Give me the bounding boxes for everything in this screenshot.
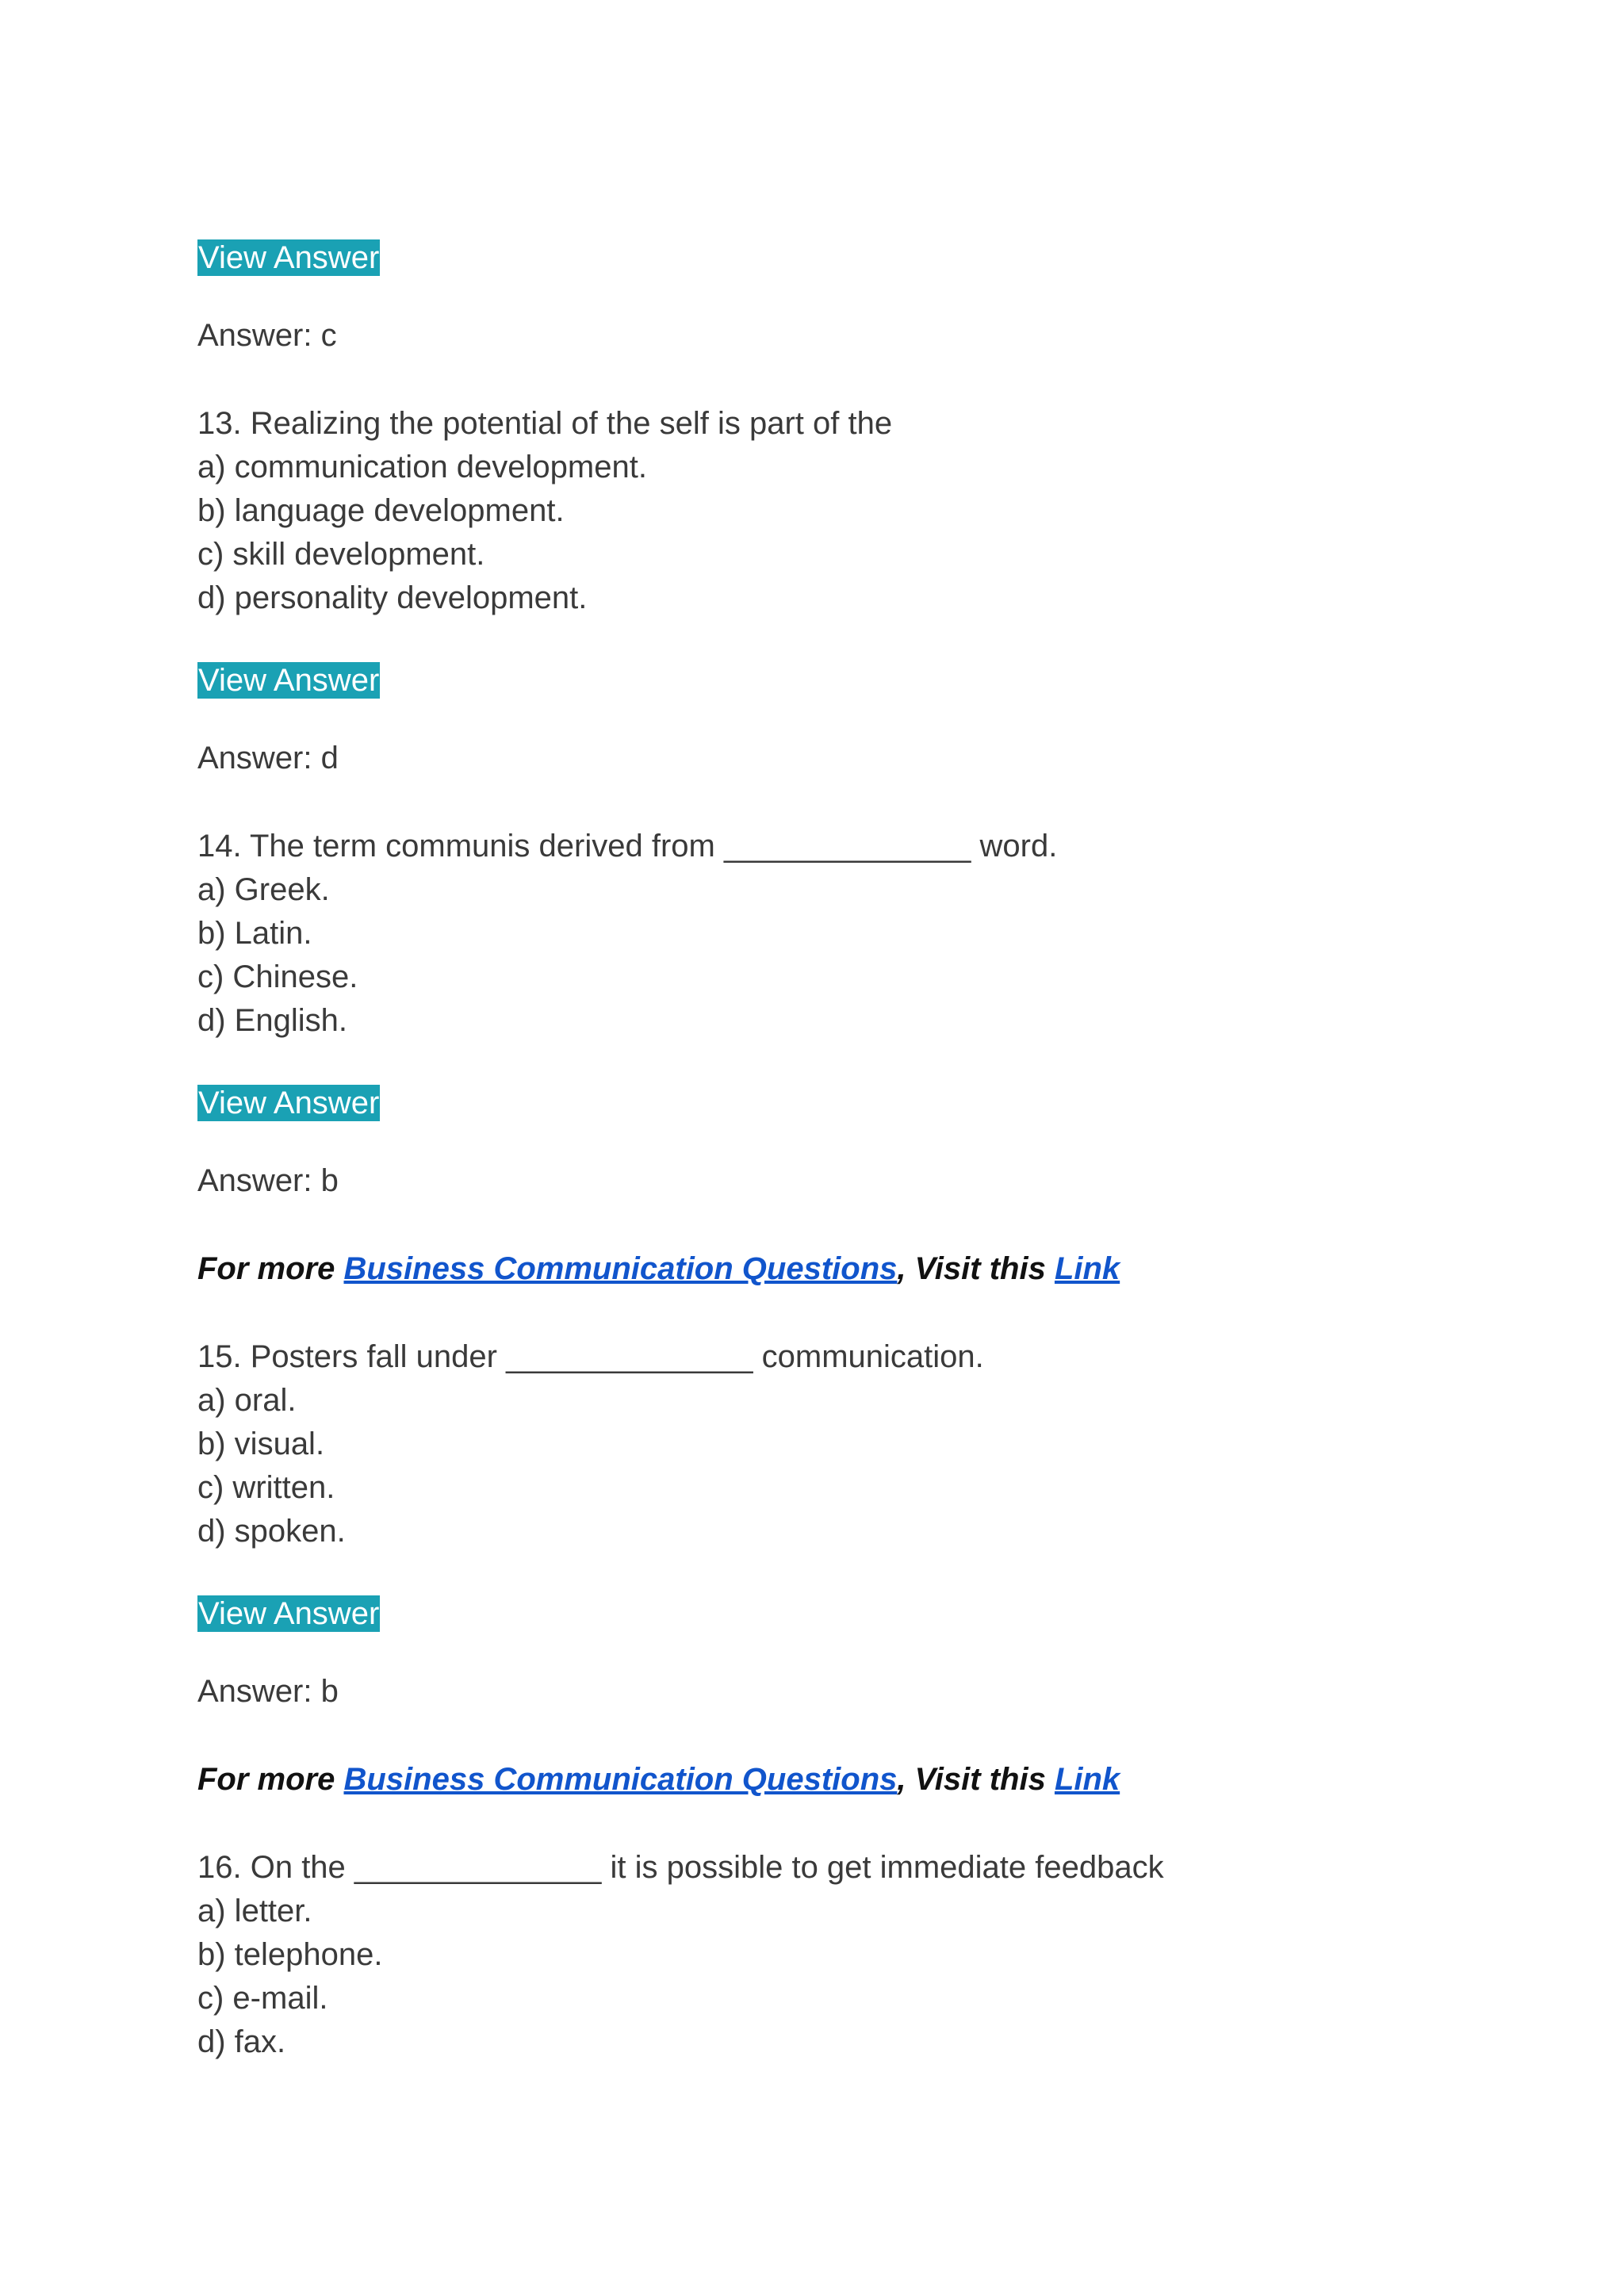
- view-answer-block: [197, 239, 380, 276]
- answer-text: Answer: b: [197, 1163, 339, 1198]
- question-13: [197, 402, 892, 620]
- answer-text: Answer: b: [197, 1674, 339, 1709]
- option-d: d) fax.: [197, 2024, 286, 2059]
- more-questions-promo: [197, 1758, 1120, 1802]
- business-communication-link[interactable]: Business Communication Questions: [343, 1762, 898, 1797]
- promo-prefix: For more: [197, 1762, 344, 1797]
- question-16: [197, 1846, 1164, 2064]
- promo-middle: , Visit this: [897, 1251, 1055, 1286]
- option-c: c) skill development.: [197, 537, 485, 572]
- option-b: b) Latin.: [197, 916, 312, 951]
- answer-text: Answer: d: [197, 741, 339, 776]
- more-questions-promo: [197, 1247, 1120, 1291]
- question-text: 15. Posters fall under ______________ communication.: [197, 1339, 984, 1374]
- option-d: d) personality development.: [197, 580, 588, 615]
- view-answer-block: [197, 662, 380, 699]
- promo-prefix: For more: [197, 1251, 344, 1286]
- question-14: [197, 825, 1057, 1043]
- option-c: c) written.: [197, 1470, 335, 1505]
- promo-middle: , Visit this: [897, 1762, 1055, 1797]
- view-answer-button[interactable]: View Answer: [198, 240, 380, 275]
- option-d: d) spoken.: [197, 1514, 346, 1549]
- option-b: b) telephone.: [197, 1937, 383, 1972]
- option-a: a) letter.: [197, 1894, 312, 1928]
- question-text: 16. On the ______________ it is possible to get immediate feedback: [197, 1850, 1164, 1885]
- option-c: c) e-mail.: [197, 1981, 328, 2016]
- view-answer-button[interactable]: View Answer: [198, 1596, 380, 1631]
- business-communication-link[interactable]: Business Communication Questions: [343, 1251, 898, 1286]
- question-text: 14. The term communis derived from ______________ word.: [197, 829, 1058, 864]
- question-15: [197, 1335, 984, 1553]
- view-answer-button[interactable]: View Answer: [198, 663, 380, 698]
- option-a: a) communication development.: [197, 450, 647, 484]
- option-b: b) visual.: [197, 1427, 325, 1461]
- answer-text: Answer: c: [197, 318, 337, 353]
- visit-link[interactable]: Link: [1054, 1762, 1120, 1797]
- question-text: 13. Realizing the potential of the self is part of the: [197, 406, 893, 441]
- option-a: a) oral.: [197, 1383, 297, 1418]
- view-answer-button[interactable]: View Answer: [198, 1086, 380, 1120]
- option-d: d) English.: [197, 1003, 347, 1038]
- option-b: b) language development.: [197, 493, 565, 528]
- view-answer-block: [197, 1085, 380, 1121]
- visit-link[interactable]: Link: [1054, 1251, 1120, 1286]
- view-answer-block: [197, 1595, 380, 1632]
- option-c: c) Chinese.: [197, 959, 358, 994]
- option-a: a) Greek.: [197, 872, 330, 907]
